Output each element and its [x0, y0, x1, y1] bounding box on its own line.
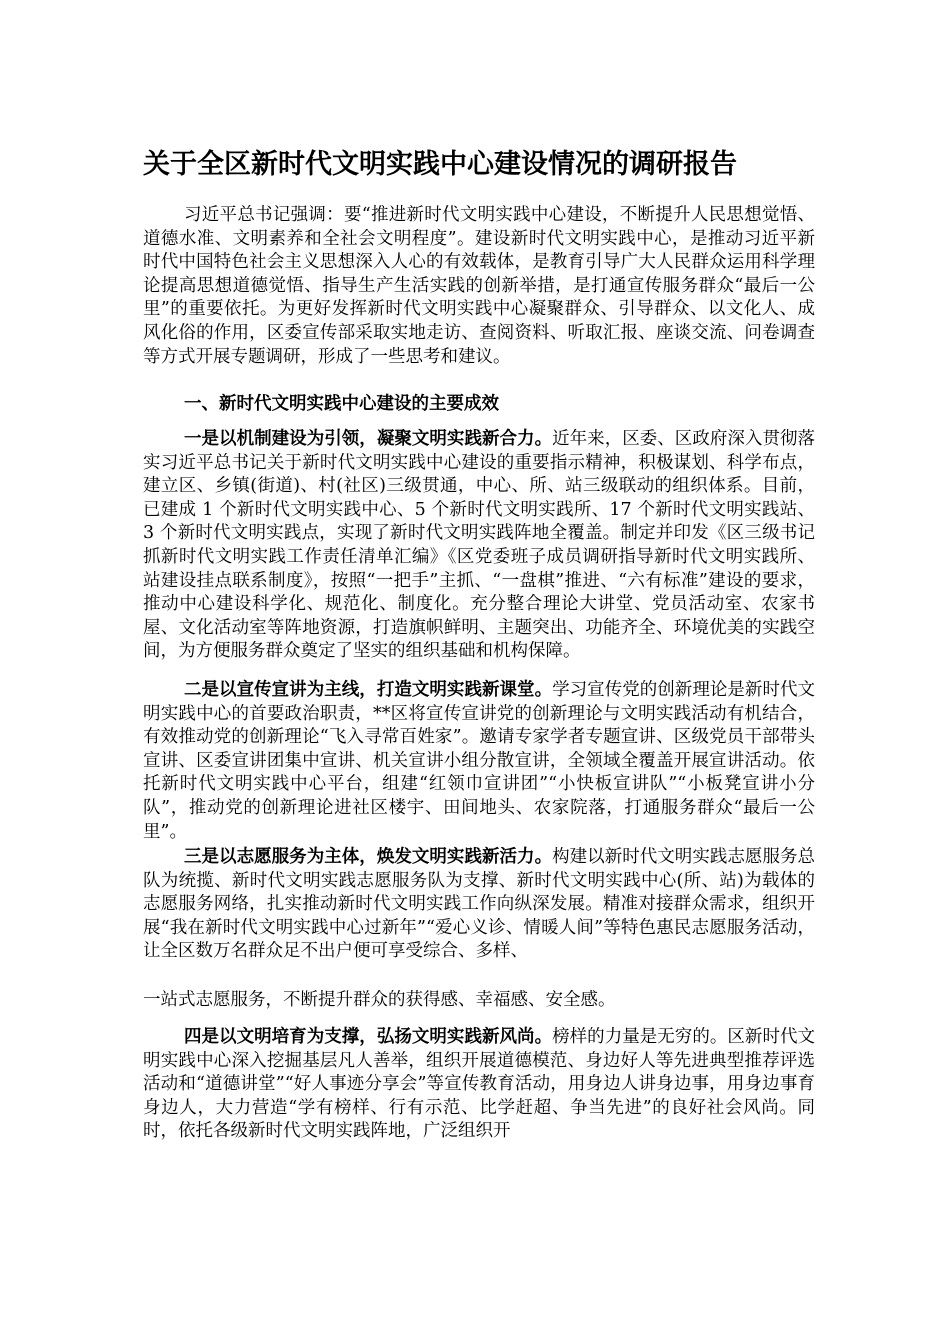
- paragraph-2-text: 学习宣传党的创新理论是新时代文明实践中心的首要政治职责，**区将宣传宣讲党的创新理论与文明实践活动有机结合，有效推动党的创新理论“飞入寻常百姓家”。邀请专家学者专题宣讲、区级党员干部带头宣讲、区委宣讲团集中宣讲、机关宣讲小组分散宣讲，全领域全覆盖开展宣讲活动。依托新时代文明实践中心平台，组建“红领巾宣讲团”“小快板宣讲队”“小板凳宣讲小分队”，推动党的创新理论进社区楼宇、田间地头、农家院落，打通服务群众“最后一公里”。: [143, 680, 816, 842]
- paragraph-3-text: 构建以新时代文明实践志愿服务总队为统揽、新时代文明实践志愿服务队为支撑、新时代文明实践中心(所、站)为载体的志愿服务网络，扎实推动新时代文明实践工作向纵深发展。精准对接群众需求，组织开展“我在新时代文明实践中心过新年”“爱心义诊、情暖人间”等特色惠民志愿服务活动，让全区数万名群众足不出户便可享受综合、多样、: [143, 847, 816, 962]
- paragraph-4-text: 榜样的力量是无穷的。区新时代文明实践中心深入挖掘基层凡人善举，组织开展道德模范、身边好人等先进典型推荐评选活动和“道德讲堂”“好人事迹分享会”等宣传教育活动，用身边人讲身边事，用身边事育身边人，大力营造“学有榜样、行有示范、比学赶超、争当先进”的良好社会风尚。同时，依托各级新时代文明实践阵地，广泛组织开: [143, 1027, 816, 1142]
- paragraph-4: [143, 1026, 815, 1144]
- document-title: 关于全区新时代文明实践中心建设情况的调研报告: [143, 149, 737, 180]
- section-heading: 一、新时代文明实践中心建设的主要成效: [184, 394, 499, 414]
- paragraph-1-text: 近年来，区委、区政府深入贯彻落实习近平总书记关于新时代文明实践中心建设的重要指示精神，积极谋划、科学布点，建立区、乡镇(街道)、村(社区)三级贯通，中心、所、站三级联动的组织体系。目前，已建成 1 个新时代文明实践中心、5 个新时代文明实践所、17 个新时代文明实践站、3 个新时代文明实践点，实现了新时代文明实践阵地全覆盖。制定并印发《区三级书记抓新时代文明实践工作责任清单汇编》《区党委班子成员调研指导新时代文明实践所、站建设挂点联系制度》，按照“一把手”主抓、“一盘棋”推进、“六有标准”建设的要求，推动中心建设科学化、规范化、制度化。充分整合理论大讲堂、党员活动室、农家书屋、文化活动室等阵地资源，打造旗帜鲜明、主题突出、功能齐全、环境优美的实践空间，为方便服务群众奠定了坚实的组织基础和机构保障。: [143, 429, 816, 662]
- paragraph-2: [143, 679, 815, 844]
- intro-paragraph: 习近平总书记强调：要“推进新时代文明实践中心建设，不断提升人民思想觉悟、道德水准、文明素养和全社会文明程度”。建设新时代文明实践中心，是推动习近平新时代中国特色社会主义思想深入人心的有效载体，是教育引导广大人民群众运用科学理论提高思想道德觉悟、指导生产生活实践的创新举措，是打通宣传服务群众“最后一公里”的重要依托。为更好发挥新时代文明实践中心凝聚群众、引导群众、以文化人、成风化俗的作用，区委宣传部采取实地走访、查阅资料、听取汇报、座谈交流、问卷调查等方式开展专题调研，形成了一些思考和建议。: [143, 205, 815, 367]
- paragraph-3-continuation: 一站式志愿服务，不断提升群众的获得感、幸福感、安全感。: [143, 990, 616, 1010]
- paragraph-1-lead: 一是以机制建设为引领，凝聚文明实践新合力。: [184, 429, 553, 449]
- paragraph-3: [143, 846, 815, 964]
- paragraph-3-lead: 三是以志愿服务为主体，焕发文明实践新活力。: [184, 847, 553, 867]
- paragraph-1: [143, 428, 815, 664]
- paragraph-4-lead: 四是以文明培育为支撑，弘扬文明实践新风尚。: [184, 1027, 553, 1047]
- paragraph-2-lead: 二是以宣传宣讲为主线，打造文明实践新课堂。: [184, 680, 553, 700]
